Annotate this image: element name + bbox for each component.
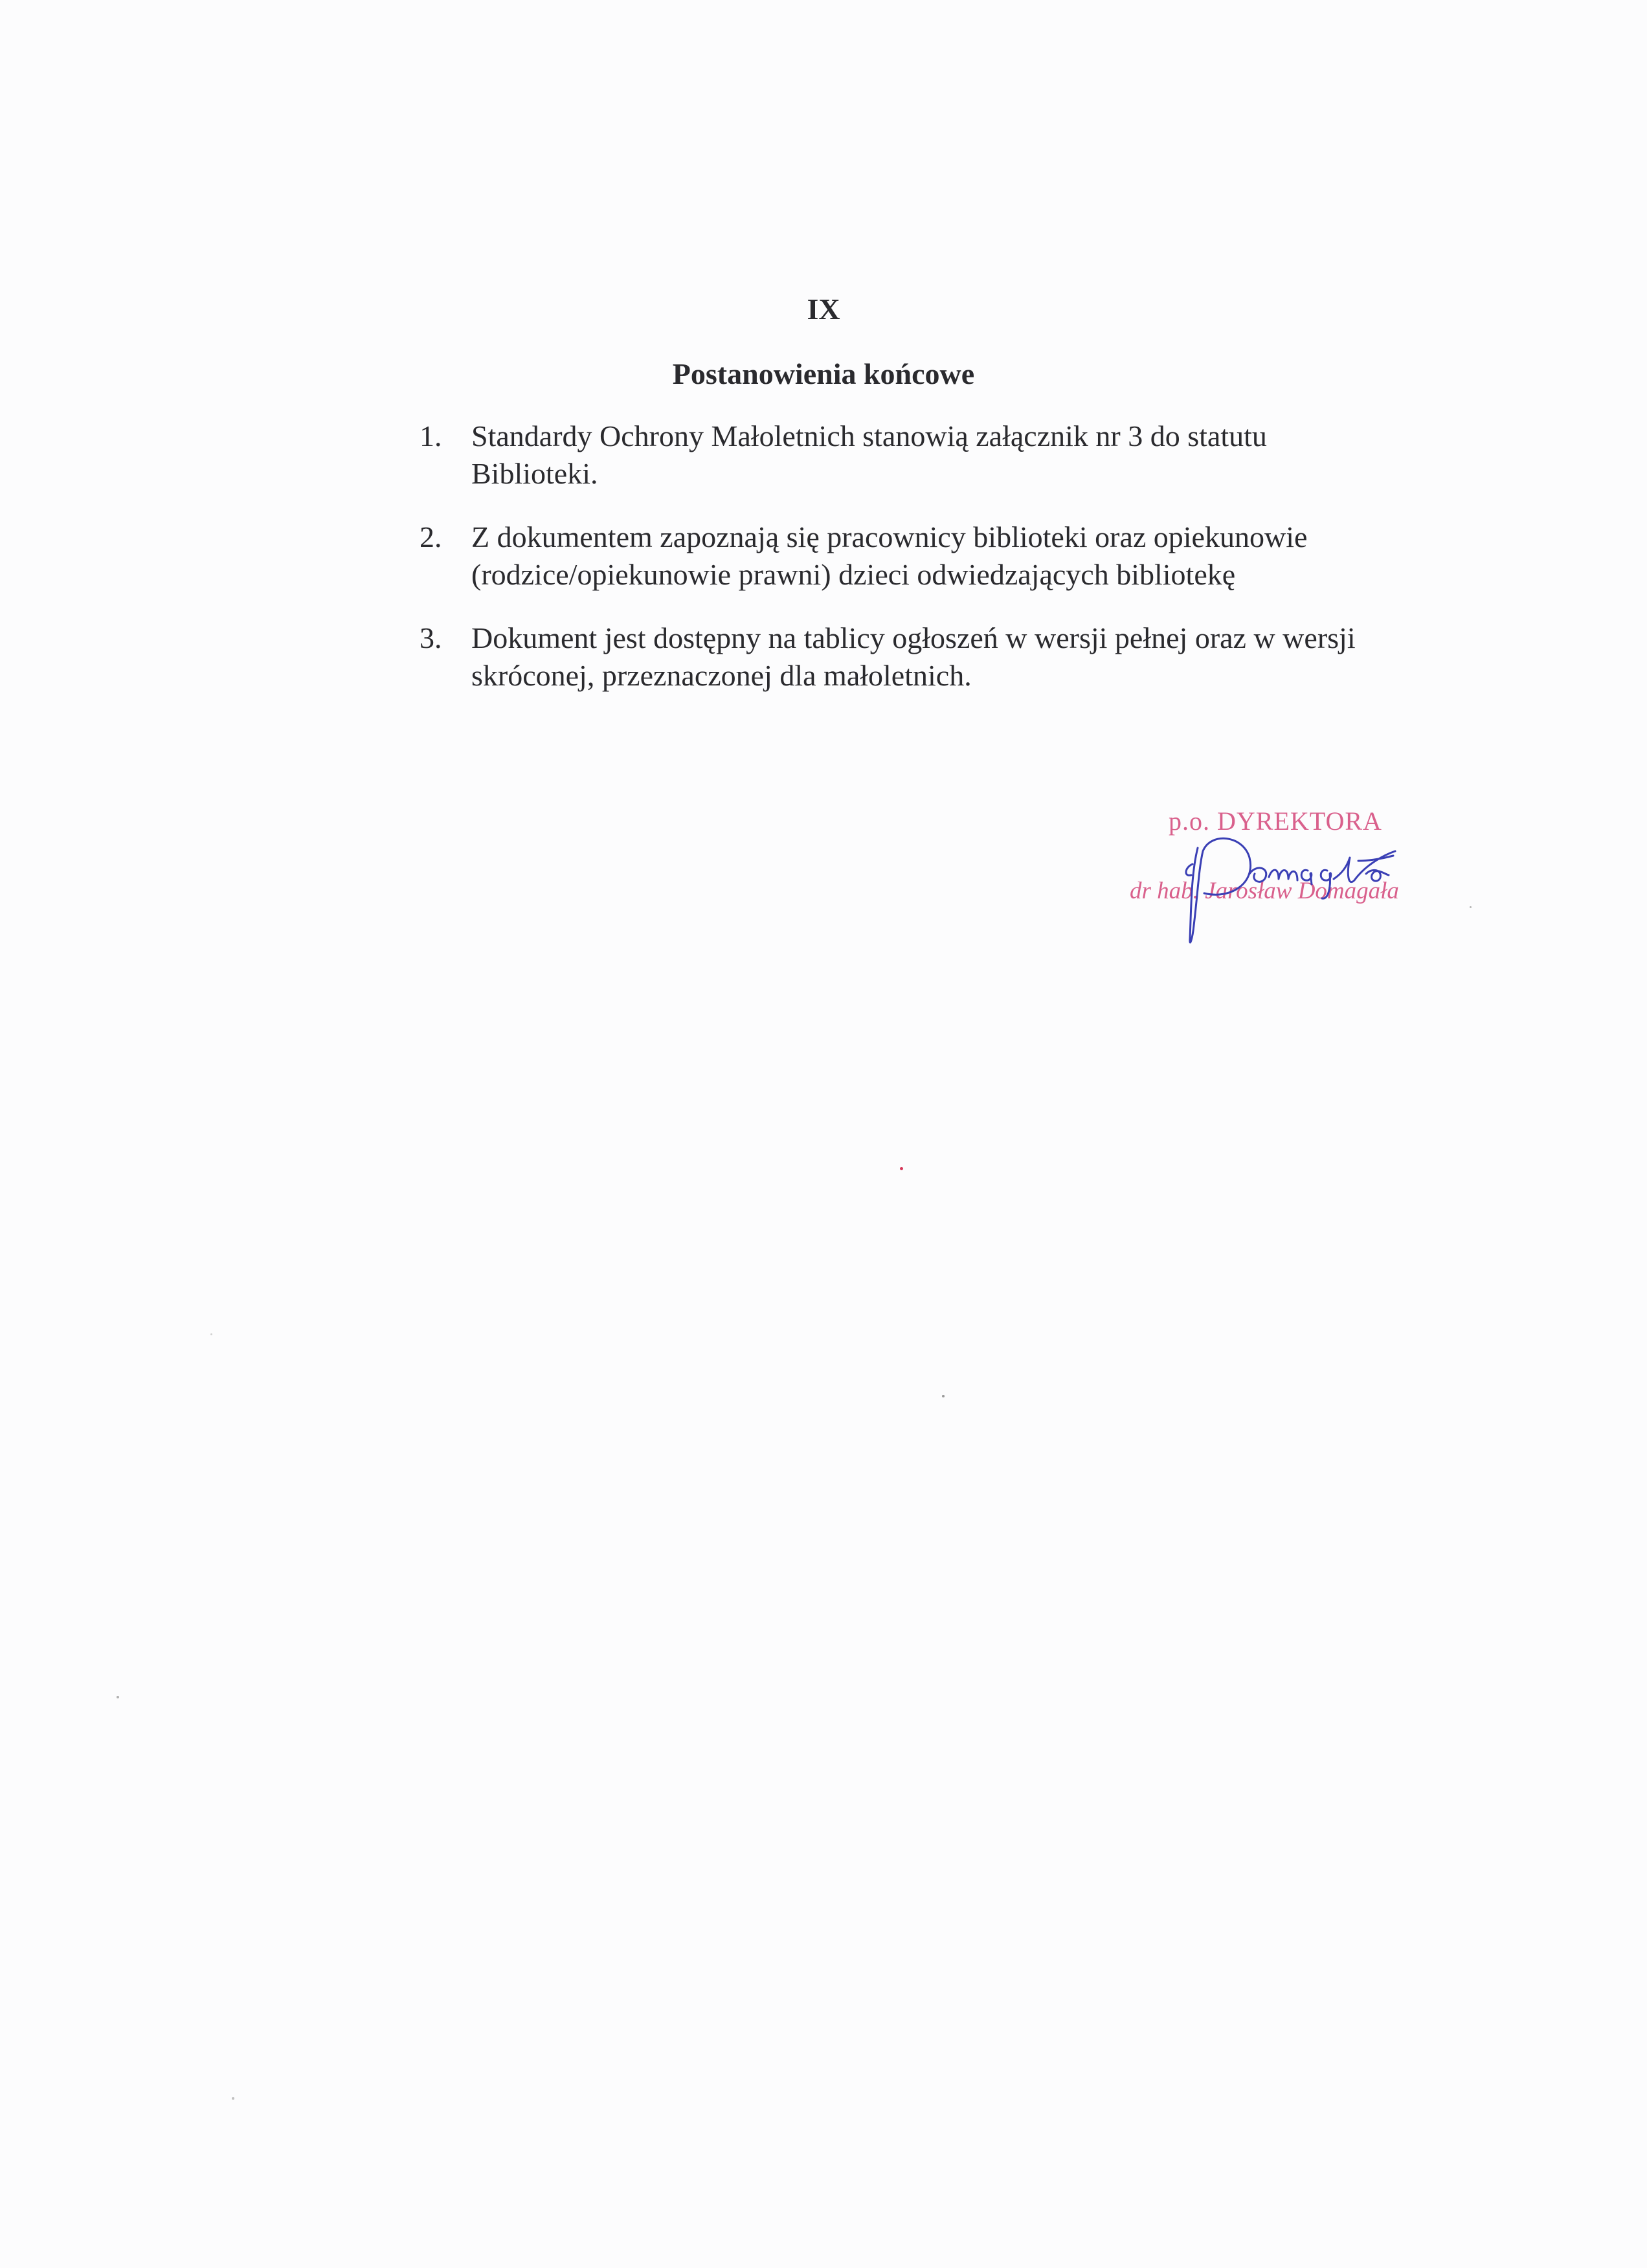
list-item-text: Standardy Ochrony Małoletnich stanowią załącznik nr 3 do statutu Biblioteki.: [471, 419, 1267, 490]
section-title: Postanowienia końcowe: [672, 357, 975, 390]
list-item-text: Dokument jest dostępny na tablicy ogłoszeń w wersji pełnej oraz w wersji skróconej, przeznaczonej dla małoletnich.: [471, 621, 1356, 692]
list-item: [420, 417, 1378, 493]
list-item: [420, 518, 1378, 594]
section-number: IX: [807, 293, 840, 326]
list-item-number: 2.: [420, 520, 442, 553]
scan-speck: [210, 1333, 212, 1335]
scan-speck: [900, 1167, 903, 1170]
handwritten-signature: [1152, 803, 1450, 958]
list-item-number: 1.: [420, 419, 442, 452]
list-item-text: Z dokumentem zapoznają się pracownicy biblioteki oraz opiekunowie (rodzice/opiekunowie prawni) dzieci odwiedzających bibliotekę: [471, 520, 1308, 591]
scan-speck: [942, 1395, 945, 1397]
scan-speck: [232, 2097, 234, 2100]
list-item: [420, 619, 1378, 695]
scan-speck: [117, 1696, 119, 1698]
stamp-title: p.o. DYREKTORA: [1169, 806, 1382, 836]
scan-speck: [1470, 906, 1472, 908]
stamp-name: dr hab. Jarosław Domagała: [1130, 878, 1399, 904]
list-item-number: 3.: [420, 621, 442, 654]
provisions-list: [420, 417, 1378, 720]
